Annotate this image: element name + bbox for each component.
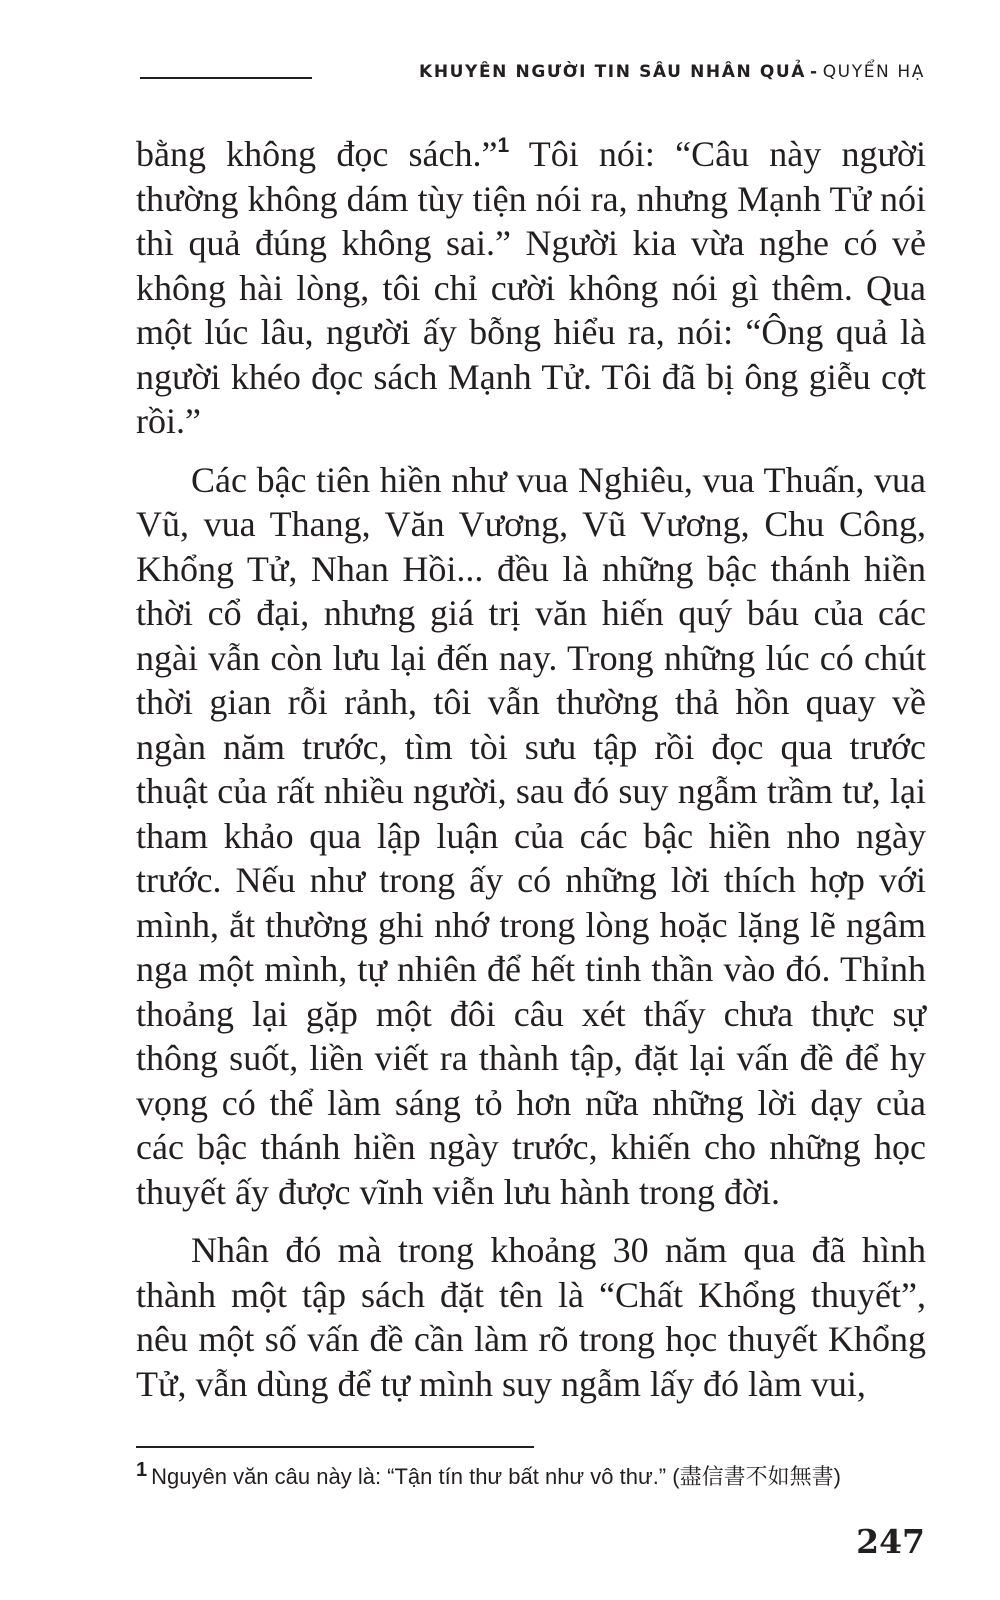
footnote-close: ): [833, 1464, 841, 1489]
page-number: 247: [856, 1522, 925, 1561]
body-text: [136, 132, 926, 1420]
footnote-chinese-text: 盡信書不如無書: [679, 1465, 834, 1490]
paragraph-1: [136, 132, 926, 444]
header-rule: [140, 77, 312, 79]
footnote-reference: 1: [497, 134, 510, 157]
book-title: KHUYÊN NGƯỜI TIN SÂU NHÂN QUẢ: [419, 62, 807, 82]
footnote-number: 1: [136, 1459, 148, 1481]
footnote: [136, 1455, 936, 1493]
paragraph-1-start: bằng không đọc sách.”: [136, 134, 498, 174]
paragraph-2: Các bậc tiên hiền như vua Nghiêu, vua Thuấn, vua Vũ, vua Thang, Văn Vương, Vũ Vương, Chu Công, Khổng Tử, Nhan Hồi... đều là những bậc thánh hiền thời cổ đại, nhưng giá trị văn hiến quý báu của các ngài vẫn còn lưu lại đến nay. Trong những lúc có chút thời gian rỗi rảnh, tôi vẫn thường thả hồn quay về ngàn năm trước, tìm tòi sưu tập rồi đọc qua trước thuật của rất nhiều người, sau đó suy ngẫm trầm tư, lại tham khảo qua lập luận của các bậc hiền nho ngày trước. Nếu như trong ấy có những lời thích hợp với mình, ắt thường ghi nhớ trong lòng hoặc lặng lẽ ngâm nga một mình, tự nhiên để hết tinh thần vào đó. Thỉnh thoảng lại gặp một đôi câu xét thấy chưa thực sự thông suốt, liền viết ra thành tập, đặt lại vấn đề để hy vọng có thể làm sáng tỏ hơn nữa những lời dạy của các bậc thánh hiền ngày trước, khiến cho những học thuyết ấy được vĩnh viễn lưu hành trong đời.: [136, 459, 926, 1212]
header-separator: -: [810, 62, 819, 82]
footnote-text: Nguyên văn câu này là: “Tận tín thư bất như vô thư.” (: [151, 1464, 680, 1489]
running-header: [419, 62, 925, 82]
volume-label: QUYỂN HẠ: [822, 62, 925, 82]
paragraph-3: Nhân đó mà trong khoảng 30 năm qua đã hình thành một tập sách đặt tên là “Chất Khổng thuyết”, nêu một số vấn đề cần làm rõ trong học thuyết Khổng Tử, vẫn dùng để tự mình suy ngẫm lấy đó làm vui,: [136, 1230, 926, 1404]
footnote-rule: [136, 1446, 534, 1448]
paragraph-1-rest: Tôi nói: “Câu này người thường không dám tùy tiện nói ra, nhưng Mạnh Tử nói thì quả đúng không sai.” Người kia vừa nghe có vẻ không hài lòng, tôi chỉ cười không nói gì thêm. Qua một lúc lâu, người ấy bỗng hiểu ra, nói: “Ông quả là người khéo đọc sách Mạnh Tử. Tôi đã bị ông giễu cợt rồi.”: [136, 134, 927, 441]
